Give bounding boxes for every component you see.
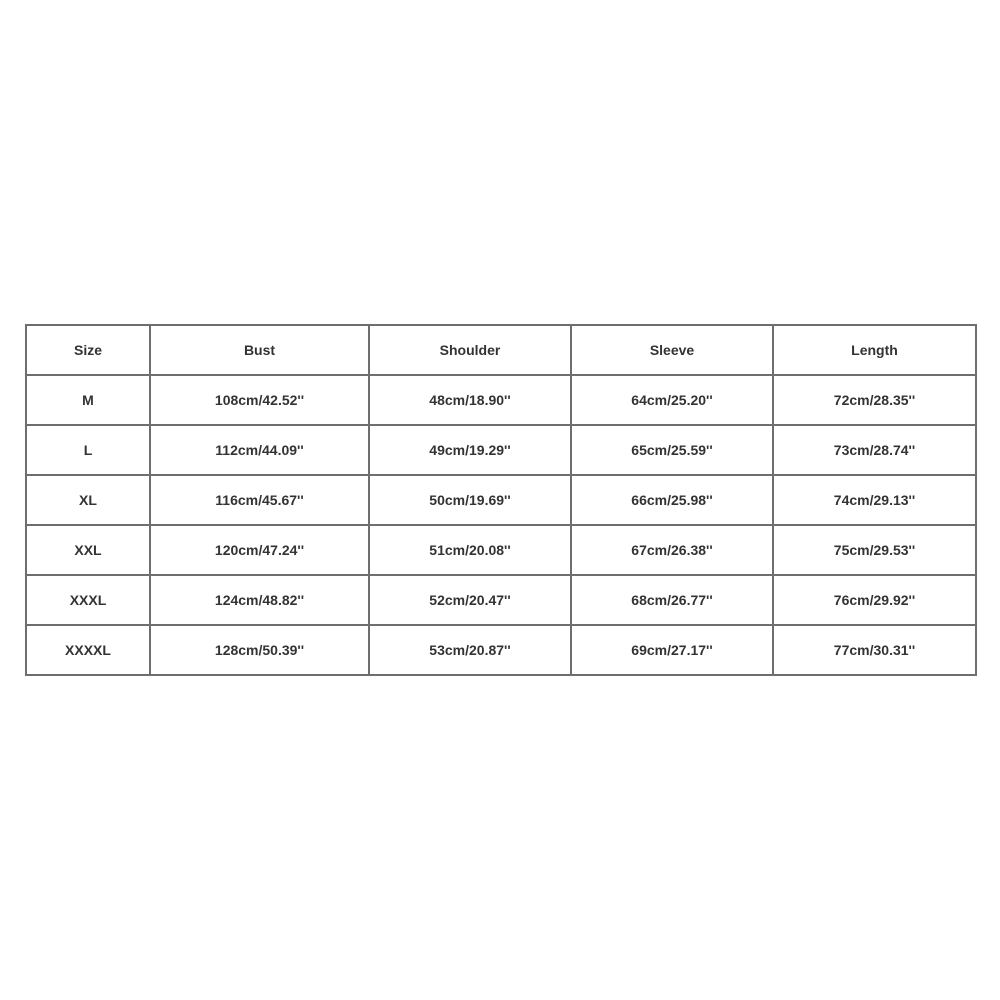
- cell-length: 77cm/30.31'': [773, 625, 976, 675]
- table-row: [26, 375, 976, 425]
- cell-bust: 124cm/48.82'': [150, 575, 369, 625]
- cell-size: XXL: [26, 525, 150, 575]
- header-bust: Bust: [150, 325, 369, 375]
- table-row: [26, 425, 976, 475]
- size-chart-table: [25, 324, 977, 676]
- cell-length: 74cm/29.13'': [773, 475, 976, 525]
- header-sleeve: Sleeve: [571, 325, 773, 375]
- cell-shoulder: 53cm/20.87'': [369, 625, 571, 675]
- cell-length: 76cm/29.92'': [773, 575, 976, 625]
- cell-size: L: [26, 425, 150, 475]
- cell-length: 73cm/28.74'': [773, 425, 976, 475]
- table-header-row: [26, 325, 976, 375]
- cell-size: XL: [26, 475, 150, 525]
- cell-bust: 128cm/50.39'': [150, 625, 369, 675]
- cell-sleeve: 67cm/26.38'': [571, 525, 773, 575]
- header-size: Size: [26, 325, 150, 375]
- cell-length: 72cm/28.35'': [773, 375, 976, 425]
- cell-size: XXXL: [26, 575, 150, 625]
- cell-shoulder: 52cm/20.47'': [369, 575, 571, 625]
- cell-size: XXXXL: [26, 625, 150, 675]
- table-row: [26, 575, 976, 625]
- cell-shoulder: 49cm/19.29'': [369, 425, 571, 475]
- table-row: [26, 475, 976, 525]
- cell-bust: 108cm/42.52'': [150, 375, 369, 425]
- cell-sleeve: 69cm/27.17'': [571, 625, 773, 675]
- cell-shoulder: 50cm/19.69'': [369, 475, 571, 525]
- cell-bust: 116cm/45.67'': [150, 475, 369, 525]
- cell-sleeve: 68cm/26.77'': [571, 575, 773, 625]
- cell-size: M: [26, 375, 150, 425]
- cell-sleeve: 65cm/25.59'': [571, 425, 773, 475]
- table-row: [26, 625, 976, 675]
- header-length: Length: [773, 325, 976, 375]
- cell-shoulder: 48cm/18.90'': [369, 375, 571, 425]
- cell-bust: 120cm/47.24'': [150, 525, 369, 575]
- cell-bust: 112cm/44.09'': [150, 425, 369, 475]
- cell-sleeve: 64cm/25.20'': [571, 375, 773, 425]
- cell-sleeve: 66cm/25.98'': [571, 475, 773, 525]
- header-shoulder: Shoulder: [369, 325, 571, 375]
- table-row: [26, 525, 976, 575]
- cell-shoulder: 51cm/20.08'': [369, 525, 571, 575]
- cell-length: 75cm/29.53'': [773, 525, 976, 575]
